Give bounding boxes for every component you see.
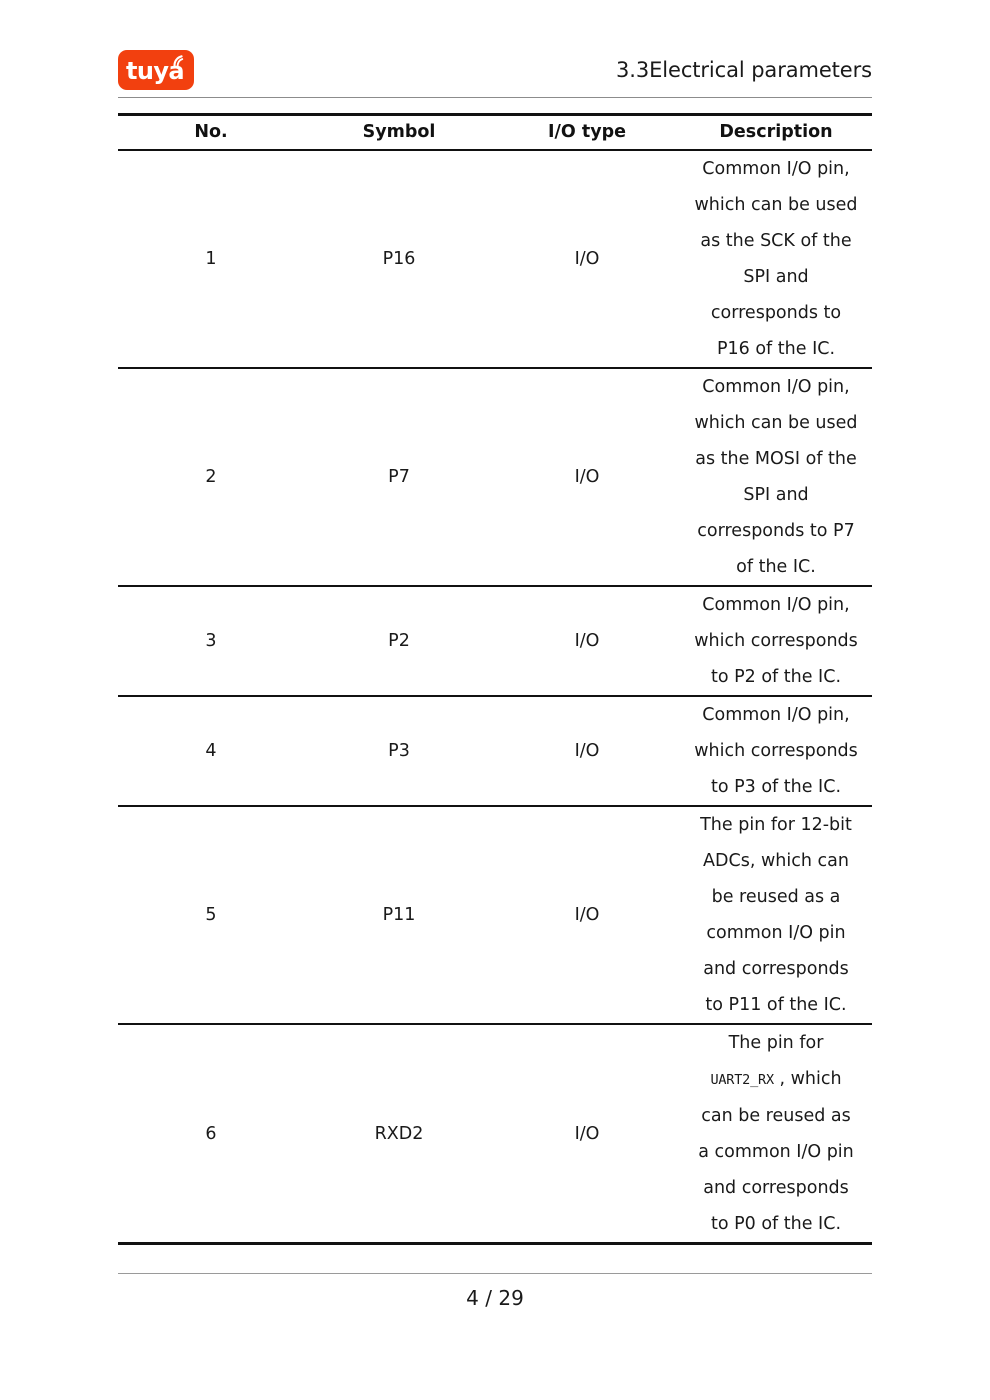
description-line: Common I/O pin, (702, 595, 850, 615)
cell-no: 4 (118, 696, 304, 806)
description-line: which corresponds (694, 741, 858, 761)
column-header-symbol: Symbol (304, 115, 494, 151)
description-line: be reused as a (711, 887, 841, 907)
description-line: P16 of the IC. (716, 339, 836, 359)
footer-divider (118, 1273, 872, 1274)
pin-definition-table (118, 113, 872, 1245)
description-line: can be reused as (701, 1106, 851, 1126)
cell-no: 6 (118, 1024, 304, 1244)
description-line: The pin for (728, 1033, 824, 1053)
description-line: ADCs, which can (703, 851, 849, 871)
cell-no: 3 (118, 586, 304, 696)
cell-io-type: I/O (494, 806, 680, 1024)
cell-io-type: I/O (494, 150, 680, 368)
description-line: to P2 of the IC. (710, 667, 842, 687)
page-header (118, 44, 872, 96)
description-line: SPI and (743, 485, 809, 505)
column-header-no: No. (118, 115, 304, 151)
description-line: SPI and (743, 267, 809, 287)
page-number: 4 / 29 (466, 1286, 524, 1310)
description-line: which can be used (694, 195, 858, 215)
table-row (118, 1024, 872, 1244)
description-line: Common I/O pin, (702, 377, 850, 397)
cell-description (680, 1024, 872, 1244)
cell-no: 5 (118, 806, 304, 1024)
cell-description (680, 696, 872, 806)
cell-io-type: I/O (494, 368, 680, 586)
cell-io-type: I/O (494, 586, 680, 696)
tuya-logo-text: tuya (126, 57, 184, 85)
table-row (118, 586, 872, 696)
description-line: corresponds to (710, 303, 842, 323)
description-line: The pin for 12-bit (700, 815, 852, 835)
cell-symbol: P11 (304, 806, 494, 1024)
cell-description (680, 586, 872, 696)
description-line: to P3 of the IC. (710, 777, 842, 797)
table-row (118, 806, 872, 1024)
cell-symbol: RXD2 (304, 1024, 494, 1244)
table-header-row (118, 115, 872, 151)
description-line: and corresponds (703, 959, 849, 979)
description-line: UART2_RX , which (710, 1069, 842, 1089)
description-line: as the MOSI of the (695, 449, 857, 469)
description-line: which can be used (694, 413, 858, 433)
cell-description (680, 150, 872, 368)
cell-io-type: I/O (494, 696, 680, 806)
description-line: a common I/O pin (698, 1142, 854, 1162)
cell-description (680, 806, 872, 1024)
inline-code: UART2_RX (710, 1072, 774, 1088)
table-row (118, 696, 872, 806)
description-line: which corresponds (694, 631, 858, 651)
cell-symbol: P7 (304, 368, 494, 586)
cell-symbol: P3 (304, 696, 494, 806)
table-header (118, 115, 872, 151)
description-line: Common I/O pin, (702, 705, 850, 725)
wifi-signal-icon (173, 53, 188, 67)
cell-no: 1 (118, 150, 304, 368)
section-title: 3.3Electrical parameters (616, 58, 872, 82)
cell-symbol: P2 (304, 586, 494, 696)
description-line: common I/O pin (706, 923, 846, 943)
description-line: of the IC. (736, 557, 816, 577)
column-header-io-type: I/O type (494, 115, 680, 151)
description-line: to P0 of the IC. (710, 1214, 842, 1234)
table-body (118, 150, 872, 1244)
cell-description (680, 368, 872, 586)
table-row (118, 368, 872, 586)
description-line: to P11 of the IC. (705, 995, 847, 1015)
header-divider (118, 97, 872, 98)
table-row (118, 150, 872, 368)
tuya-logo (118, 50, 194, 90)
description-line: corresponds to P7 (697, 521, 855, 541)
description-line: Common I/O pin, (702, 159, 850, 179)
cell-no: 2 (118, 368, 304, 586)
description-line: and corresponds (703, 1178, 849, 1198)
cell-symbol: P16 (304, 150, 494, 368)
column-header-description: Description (680, 115, 872, 151)
cell-io-type: I/O (494, 1024, 680, 1244)
description-line: as the SCK of the (700, 231, 852, 251)
